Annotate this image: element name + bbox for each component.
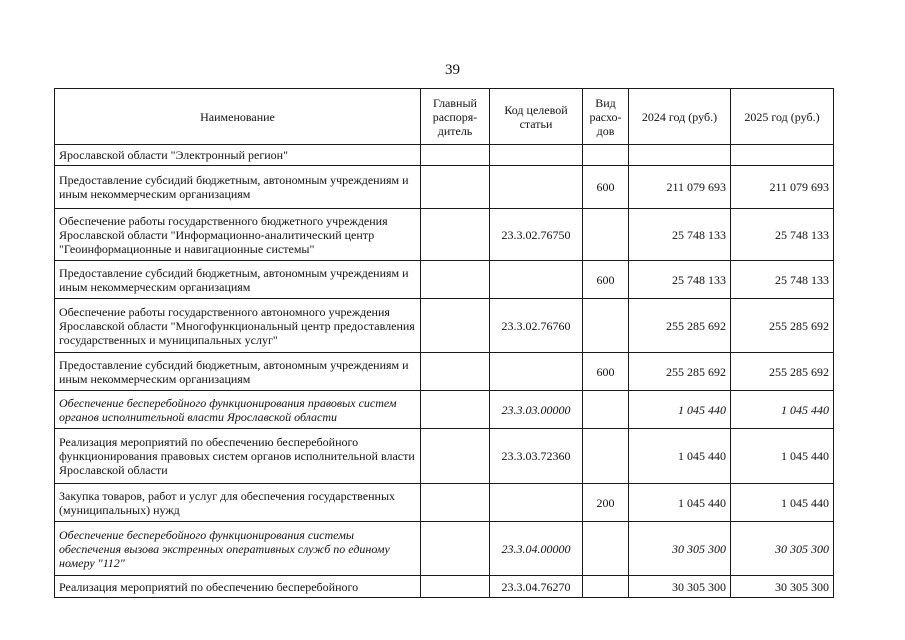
cell-code <box>490 261 583 299</box>
header-admin: Главный распоря-дитель <box>421 89 490 145</box>
cell-2024: 30 305 300 <box>629 576 731 598</box>
cell-type <box>583 209 629 261</box>
cell-name: Реализация мероприятий по обеспечению бесперебойного функционирования правовых систем органов исполнительной власти Ярославской области <box>55 429 421 484</box>
cell-2025: 255 285 692 <box>731 353 834 391</box>
cell-2025: 25 748 133 <box>731 209 834 261</box>
cell-2025: 30 305 300 <box>731 576 834 598</box>
header-type: Вид расхо-дов <box>583 89 629 145</box>
cell-admin <box>421 353 490 391</box>
header-code: Код целевой статьи <box>490 89 583 145</box>
table-row <box>55 209 834 261</box>
cell-code <box>490 145 583 166</box>
table-row <box>55 299 834 353</box>
cell-type <box>583 429 629 484</box>
table-row <box>55 353 834 391</box>
cell-code <box>490 166 583 209</box>
header-2024: 2024 год (руб.) <box>629 89 731 145</box>
cell-type <box>583 145 629 166</box>
cell-code <box>490 353 583 391</box>
cell-name: Предоставление субсидий бюджетным, автономным учреждениям и иным некоммерческим организациям <box>55 261 421 299</box>
cell-2024 <box>629 145 731 166</box>
table-header-row <box>55 89 834 145</box>
table-body <box>55 145 834 598</box>
table-row <box>55 522 834 576</box>
table-row <box>55 391 834 429</box>
budget-table <box>54 88 834 598</box>
header-2025: 2025 год (руб.) <box>731 89 834 145</box>
cell-name: Обеспечение бесперебойного функционирования системы обеспечения вызова экстренных оперативных служб по единому номеру "112" <box>55 522 421 576</box>
cell-2024: 211 079 693 <box>629 166 731 209</box>
cell-name: Ярославской области "Электронный регион" <box>55 145 421 166</box>
table-row <box>55 576 834 598</box>
cell-name: Обеспечение бесперебойного функционирования правовых систем органов исполнительной власти Ярославской области <box>55 391 421 429</box>
cell-2025: 1 045 440 <box>731 484 834 522</box>
cell-2024: 25 748 133 <box>629 209 731 261</box>
cell-type: 200 <box>583 484 629 522</box>
cell-code: 23.3.03.72360 <box>490 429 583 484</box>
cell-2024: 255 285 692 <box>629 299 731 353</box>
cell-2024: 30 305 300 <box>629 522 731 576</box>
cell-2024: 1 045 440 <box>629 391 731 429</box>
cell-2025 <box>731 145 834 166</box>
cell-type <box>583 522 629 576</box>
cell-admin <box>421 299 490 353</box>
cell-name: Обеспечение работы государственного автономного учреждения Ярославской области "Многофункциональный центр предоставления государственных и муниципальных услуг" <box>55 299 421 353</box>
cell-admin <box>421 261 490 299</box>
cell-2024: 25 748 133 <box>629 261 731 299</box>
cell-code: 23.3.04.76270 <box>490 576 583 598</box>
cell-type: 600 <box>583 166 629 209</box>
cell-2025: 1 045 440 <box>731 429 834 484</box>
cell-admin <box>421 484 490 522</box>
table-row <box>55 261 834 299</box>
cell-2024: 1 045 440 <box>629 484 731 522</box>
cell-admin <box>421 429 490 484</box>
cell-code: 23.3.02.76760 <box>490 299 583 353</box>
cell-name: Предоставление субсидий бюджетным, автономным учреждениям и иным некоммерческим организациям <box>55 166 421 209</box>
cell-2025: 1 045 440 <box>731 391 834 429</box>
cell-2025: 25 748 133 <box>731 261 834 299</box>
cell-name: Обеспечение работы государственного бюджетного учреждения Ярославской области "Информационно-аналитический центр "Геоинформационные и навигационные системы" <box>55 209 421 261</box>
table-row <box>55 429 834 484</box>
cell-type: 600 <box>583 353 629 391</box>
header-name: Наименование <box>55 89 421 145</box>
table-row <box>55 484 834 522</box>
page-number: 39 <box>445 62 460 78</box>
cell-2025: 30 305 300 <box>731 522 834 576</box>
cell-name: Предоставление субсидий бюджетным, автономным учреждениям и иным некоммерческим организациям <box>55 353 421 391</box>
table-row <box>55 166 834 209</box>
cell-type: 600 <box>583 261 629 299</box>
cell-2024: 1 045 440 <box>629 429 731 484</box>
cell-admin <box>421 576 490 598</box>
cell-name: Закупка товаров, работ и услуг для обеспечения государственных (муниципальных) нужд <box>55 484 421 522</box>
cell-name: Реализация мероприятий по обеспечению бесперебойного <box>55 576 421 598</box>
cell-2025: 255 285 692 <box>731 299 834 353</box>
cell-type <box>583 391 629 429</box>
cell-code: 23.3.02.76750 <box>490 209 583 261</box>
cell-code <box>490 484 583 522</box>
cell-code: 23.3.04.00000 <box>490 522 583 576</box>
cell-type <box>583 299 629 353</box>
cell-type <box>583 576 629 598</box>
cell-admin <box>421 166 490 209</box>
cell-admin <box>421 209 490 261</box>
cell-2024: 255 285 692 <box>629 353 731 391</box>
cell-admin <box>421 391 490 429</box>
cell-2025: 211 079 693 <box>731 166 834 209</box>
cell-code: 23.3.03.00000 <box>490 391 583 429</box>
cell-admin <box>421 145 490 166</box>
cell-admin <box>421 522 490 576</box>
table-row <box>55 145 834 166</box>
